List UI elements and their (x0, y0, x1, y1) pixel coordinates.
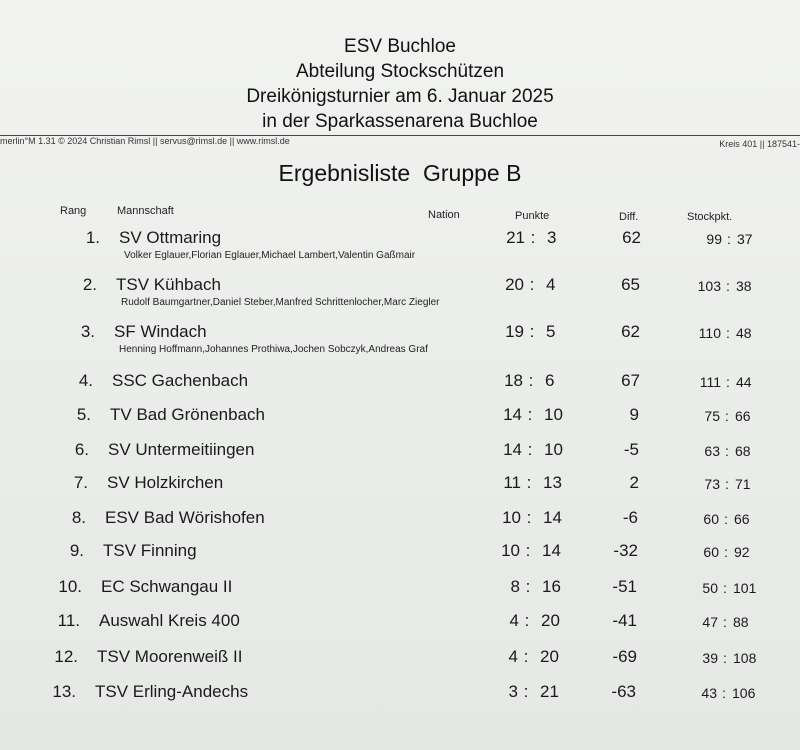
stock-points-separator: : (726, 278, 730, 294)
team-members: Volker Eglauer,Florian Eglauer,Michael Lambert,Valentin Gaßmair (124, 250, 416, 261)
team-name: Auswahl Kreis 400 (99, 611, 240, 630)
column-header-nation: Nation (428, 209, 460, 221)
stock-points-against: 44 (736, 374, 752, 390)
difference-cell: 62 (622, 228, 641, 247)
stock-points-separator: : (727, 231, 731, 247)
column-header-stockpkt: Stockpkt. (687, 211, 733, 223)
points-for: 10 (502, 508, 521, 527)
tournament-name: Dreikönigsturnier am 6. Januar 2025 (246, 86, 554, 107)
stock-points-against: 92 (734, 544, 750, 560)
team-name: ESV Bad Wörishofen (105, 508, 265, 527)
stock-points-for: 111 (699, 374, 721, 390)
points-for: 3 (508, 682, 518, 701)
column-header-diff: Diff. (619, 211, 639, 223)
rank-cell: 12. (54, 647, 78, 666)
stock-points-for: 99 (706, 231, 722, 247)
stock-points-separator: : (724, 511, 728, 527)
stock-points-separator: : (726, 374, 730, 390)
stock-points-for: 47 (702, 614, 718, 630)
stock-points-for: 75 (704, 408, 720, 424)
stock-points-for: 60 (703, 511, 719, 527)
points-against: 6 (545, 371, 555, 390)
rank-cell: 8. (71, 508, 86, 527)
rank-cell: 7. (73, 473, 88, 492)
stock-points-against: 101 (733, 580, 757, 596)
points-against: 16 (542, 577, 561, 596)
stock-points-separator: : (723, 614, 727, 630)
points-for: 20 (505, 275, 524, 294)
difference-cell: 9 (629, 405, 639, 424)
team-name: SV Holzkirchen (107, 473, 224, 492)
difference-cell: 62 (621, 322, 640, 341)
points-separator: : (529, 275, 535, 294)
stock-points-for: 103 (697, 278, 721, 294)
team-name: EC Schwangau II (101, 577, 233, 596)
points-for: 10 (501, 541, 520, 560)
points-separator: : (524, 611, 530, 630)
rank-cell: 3. (80, 322, 95, 341)
stock-points-separator: : (726, 325, 730, 341)
stock-points-against: 108 (733, 650, 757, 666)
points-separator: : (527, 405, 533, 424)
points-against: 10 (544, 440, 563, 459)
stock-points-separator: : (725, 443, 729, 459)
points-separator: : (526, 508, 532, 527)
rank-cell: 2. (82, 275, 97, 294)
points-for: 11 (503, 473, 521, 492)
points-separator: : (523, 682, 529, 701)
points-separator: : (530, 228, 536, 247)
team-name: TSV Kühbach (116, 275, 221, 294)
points-against: 21 (540, 682, 559, 701)
stock-points-for: 110 (698, 325, 721, 341)
points-against: 13 (543, 473, 562, 492)
team-name: SV Ottmaring (119, 228, 222, 247)
stock-points-against: 106 (732, 685, 756, 701)
difference-cell: 67 (621, 371, 640, 390)
rank-cell: 10. (58, 577, 82, 596)
points-for: 14 (503, 405, 522, 424)
column-header-mannschaft: Mannschaft (117, 205, 174, 217)
department-name: Abteilung Stockschützen (295, 61, 505, 82)
difference-cell: -41 (612, 611, 637, 630)
points-separator: : (529, 322, 535, 341)
team-name: SF Windach (114, 322, 207, 341)
points-against: 3 (547, 228, 557, 247)
points-for: 21 (506, 228, 525, 247)
points-for: 4 (509, 611, 519, 630)
stock-points-separator: : (724, 544, 728, 560)
stock-points-against: 66 (734, 511, 750, 527)
stock-points-against: 66 (735, 408, 751, 424)
stock-points-against: 71 (735, 476, 751, 492)
district-id: Kreis 401 || 187541- (719, 139, 800, 149)
points-against: 14 (542, 541, 561, 560)
stock-points-against: 48 (736, 325, 752, 341)
points-against: 4 (546, 275, 556, 294)
software-credit: merlin°M 1.31 © 2024 Christian Rimsl || servus@rimsl.de || www.rimsl.de (0, 136, 290, 146)
stock-points-against: 38 (736, 278, 752, 294)
stock-points-against: 88 (733, 614, 749, 630)
difference-cell: 2 (629, 473, 639, 492)
difference-cell: -51 (612, 577, 637, 596)
difference-cell: 65 (621, 275, 640, 294)
points-for: 8 (510, 577, 520, 596)
stock-points-for: 73 (704, 476, 720, 492)
points-separator: : (525, 541, 531, 560)
stock-points-separator: : (725, 408, 729, 424)
stock-points-separator: : (723, 650, 727, 666)
points-separator: : (527, 440, 533, 459)
stock-points-for: 63 (704, 443, 720, 459)
rank-cell: 6. (74, 440, 89, 459)
stock-points-separator: : (722, 685, 726, 701)
points-against: 20 (540, 647, 559, 666)
team-name: TSV Finning (103, 541, 197, 560)
venue-name: in der Sparkassenarena Buchloe (262, 111, 538, 132)
rank-cell: 1. (85, 228, 100, 247)
team-name: TSV Erling-Andechs (95, 682, 249, 701)
difference-cell: -63 (611, 682, 636, 701)
team-name: TV Bad Grönenbach (110, 405, 265, 424)
page-title: Ergebnisliste Gruppe B (278, 160, 522, 186)
difference-cell: -32 (613, 541, 638, 560)
team-name: SV Untermeitiingen (108, 440, 255, 459)
difference-cell: -6 (622, 508, 638, 527)
stock-points-separator: : (725, 476, 729, 492)
points-separator: : (523, 647, 529, 666)
points-against: 10 (544, 405, 563, 424)
points-separator: : (526, 473, 532, 492)
rank-cell: 4. (78, 371, 93, 390)
rank-cell: 9. (69, 541, 84, 560)
team-name: TSV Moorenweiß II (97, 647, 243, 666)
team-name: SSC Gachenbach (112, 371, 249, 390)
stock-points-for: 60 (703, 544, 719, 560)
difference-cell: -69 (612, 647, 637, 666)
points-for: 18 (504, 371, 523, 390)
stock-points-for: 39 (702, 650, 718, 666)
points-against: 20 (541, 611, 560, 630)
rank-cell: 11. (57, 611, 80, 630)
stock-points-separator: : (723, 580, 727, 596)
stock-points-for: 50 (702, 580, 718, 596)
points-for: 19 (505, 322, 524, 341)
team-members: Rudolf Baumgartner,Daniel Steber,Manfred Schrittenlocher,Marc Ziegler (121, 297, 440, 308)
difference-cell: -5 (623, 440, 639, 459)
points-against: 14 (543, 508, 562, 527)
points-for: 4 (508, 647, 518, 666)
column-header-punkte: Punkte (515, 210, 550, 222)
points-separator: : (525, 577, 531, 596)
points-separator: : (528, 371, 534, 390)
points-against: 5 (546, 322, 556, 341)
rank-cell: 13. (52, 682, 76, 701)
rank-cell: 5. (76, 405, 91, 424)
club-name: ESV Buchloe (344, 36, 456, 57)
stock-points-against: 68 (735, 443, 751, 459)
team-members: Henning Hoffmann,Johannes Prothiwa,Jochen Sobczyk,Andreas Graf (119, 344, 428, 355)
stock-points-against: 37 (737, 231, 753, 247)
column-header-rang: Rang (60, 205, 87, 217)
stock-points-for: 43 (701, 685, 717, 701)
points-for: 14 (503, 440, 522, 459)
